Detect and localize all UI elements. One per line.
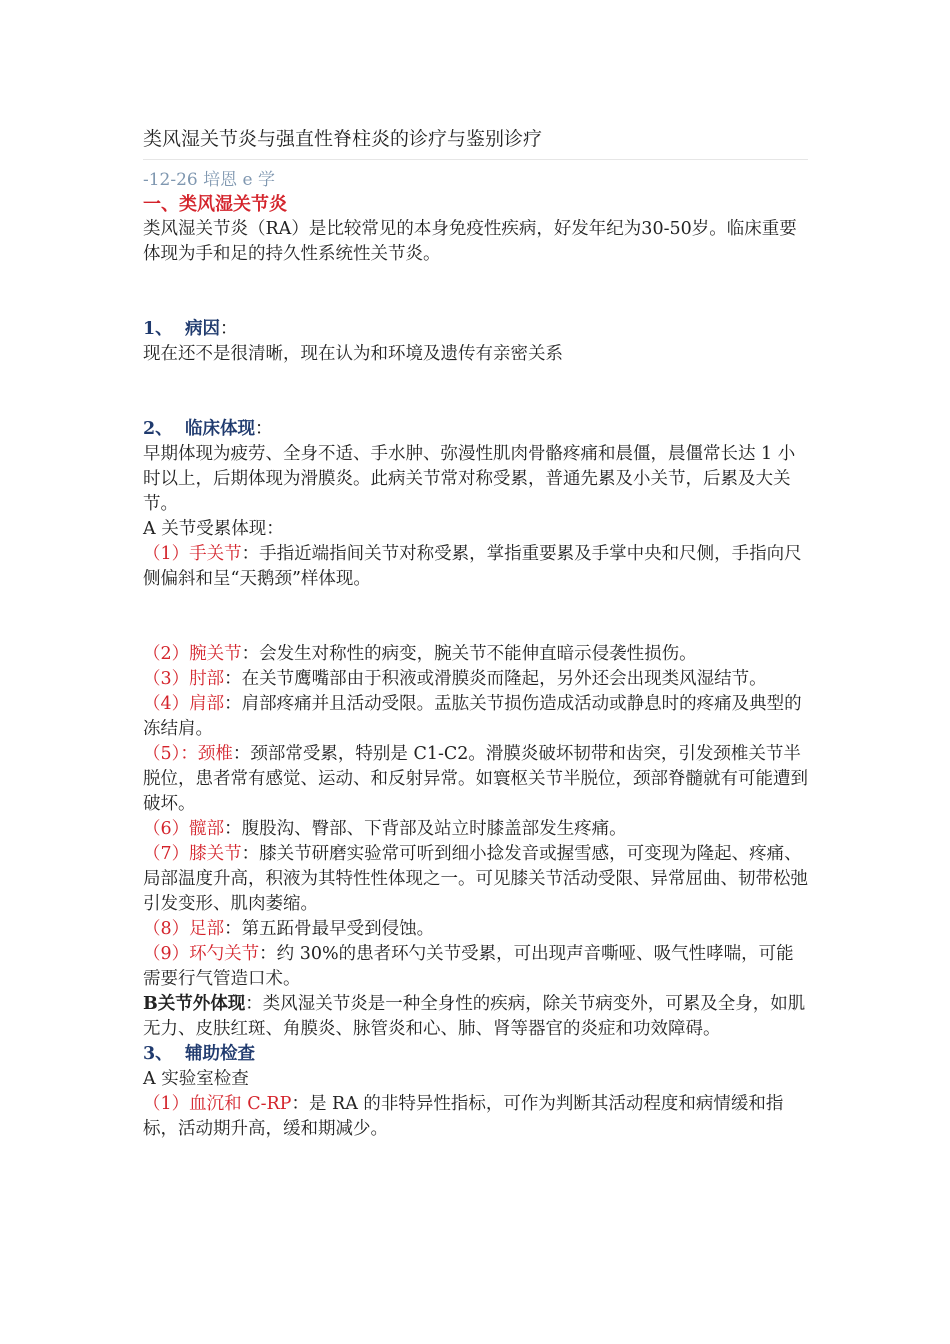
heading-cause — [143, 317, 808, 342]
joint-label: （1）手关节 — [143, 544, 242, 564]
heading-aux-num: 3、 — [143, 1044, 173, 1064]
joint-label: （4）肩部 — [143, 694, 225, 714]
title-divider — [143, 159, 808, 160]
extra-articular — [143, 992, 808, 1042]
ra-intro: 类风湿关节炎（RA）是比较常见的本身免疫性疾病，好发年纪为30-50岁。临床重要体现为手和足的持久性系统性关节炎。 — [143, 219, 797, 264]
joint-text: ：约 30%的患者环勺关节受累，可出现声音嘶哑、吸气性哮喘，可能需要行气管造口术。 — [143, 944, 794, 989]
joint-label: （2）腕关节 — [143, 644, 242, 664]
joint-text: ：膝关节研磨实验常可听到细小捻发音或握雪感，可变现为隆起、疼痛、局部温度升高，积液为其特性性体现之一。可见膝关节活动受限、异常屈曲、韧带松弛引发变形、肌肉萎缩。 — [143, 844, 808, 914]
heading-clinical-text: 临床体现 — [185, 419, 255, 439]
joint-text: ：颈部常受累，特别是 C1-C2。滑膜炎破坏韧带和齿突，引发颈椎关节半脱位，患者常有感觉、运动、和反射异常。如寰枢关节半脱位，颈部脊髓就有可能遭到破坏。 — [143, 744, 808, 814]
joint-text: ：肩部疼痛并且活动受限。盂肱关节损伤造成活动或静息时的疼痛及典型的冻结肩。 — [143, 694, 802, 739]
document-page — [143, 122, 808, 1142]
joint-involvement-heading: A 关节受累体现： — [143, 519, 284, 539]
heading-clinical-colon: ： — [255, 419, 273, 439]
heading-cause-num: 1、 — [143, 319, 173, 339]
joint-label: （5）：颈椎 — [143, 744, 233, 764]
joint-item-cricoarytenoid — [143, 942, 808, 992]
joint-text: ：会发生对称性的病变，腕关节不能伸直暗示侵袭性损伤。 — [241, 644, 697, 664]
joint-label: （9）环勺关节 — [143, 944, 260, 964]
joint-item-hip — [143, 817, 808, 842]
lab-test-heading: A 实验室检查 — [143, 1069, 249, 1089]
section-heading-ra: 一、类风湿关节炎 — [143, 194, 287, 215]
lab-item-text: ：是 RA 的非特异性指标，可作为判断其活动程度和病情缓和指标，活动期升高，缓和期减少。 — [143, 1094, 784, 1139]
joint-item-hand — [143, 542, 808, 592]
joint-item-foot — [143, 917, 808, 942]
extra-articular-text: ：类风湿关节炎是一种全身性的疾病，除关节病变外，可累及全身，如肌无力、皮肤红斑、角膜炎、脉管炎和心、肺、肾等器官的炎症和功效障碍。 — [143, 994, 806, 1039]
heading-aux — [143, 1042, 808, 1067]
joint-text: ：手指近端指间关节对称受累，掌指重要累及手掌中央和尺侧，手指向尺侧偏斜和呈“天鹅颈”样体现。 — [143, 544, 802, 589]
document-title: 类风湿关节炎与强直性脊柱炎的诊疗与鉴别诊疗 — [143, 128, 543, 150]
joint-item-knee — [143, 842, 808, 917]
joint-item-cervical — [143, 742, 808, 817]
heading-cause-text: 病因 — [185, 319, 220, 339]
joint-label: （3）肘部 — [143, 669, 225, 689]
joint-label: （7）膝关节 — [143, 844, 242, 864]
joint-text: ：在关节鹰嘴部由于积液或滑膜炎而隆起，另外还会出现类风湿结节。 — [224, 669, 767, 689]
lab-item-label: （1）血沉和 C-RP — [143, 1094, 292, 1114]
cause-text: 现在还不是很清晰，现在认为和环境及遗传有亲密关系 — [143, 344, 563, 364]
date-source: -12-26 培恩 e 学 — [143, 170, 276, 190]
clinical-text: 早期体现为疲劳、全身不适、手水肿、弥漫性肌肉骨骼疼痛和晨僵，晨僵常长达 1 小时以上，后期体现为滑膜炎。此病关节常对称受累，普通先累及小关节，后累及大关节。 — [143, 444, 796, 514]
joint-text: ：第五跖骨最早受到侵蚀。 — [224, 919, 435, 939]
joint-text: ：腹股沟、臀部、下背部及站立时膝盖部发生疼痛。 — [224, 819, 627, 839]
extra-articular-label: B关节外体现 — [143, 994, 246, 1014]
heading-clinical-num: 2、 — [143, 419, 173, 439]
heading-clinical — [143, 417, 808, 442]
joint-label: （8）足部 — [143, 919, 225, 939]
heading-aux-text: 辅助检查 — [185, 1044, 255, 1064]
joint-item-wrist — [143, 642, 808, 667]
joint-item-shoulder — [143, 692, 808, 742]
lab-item-esr-crp — [143, 1092, 808, 1142]
joint-label: （6）髋部 — [143, 819, 225, 839]
heading-cause-colon: ： — [220, 319, 238, 339]
joint-item-elbow — [143, 667, 808, 692]
